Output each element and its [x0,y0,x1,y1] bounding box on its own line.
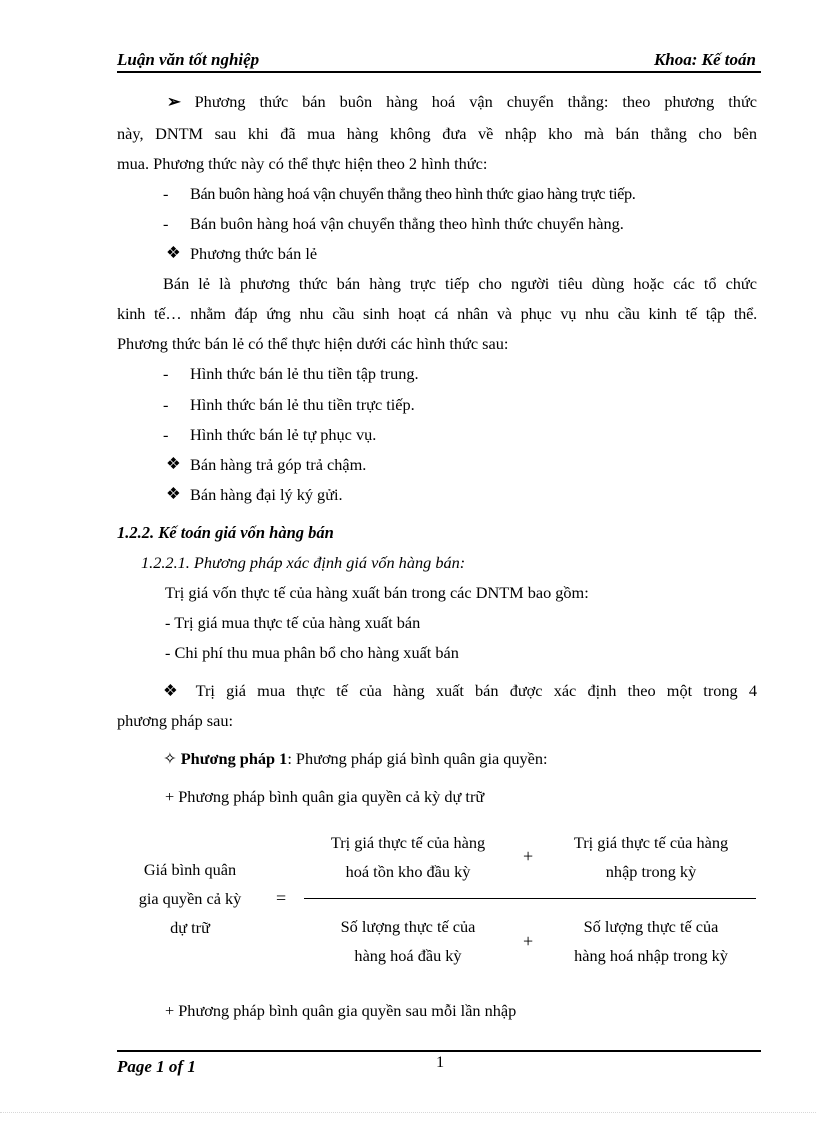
paragraph-1-line-1: ➢ Phương thức bán buôn hàng hoá vận chuyển thẳng: theo phương thức [167,92,757,111]
retail-item-centralized: Hình thức bán lẻ thu tiền tập trung. [190,364,419,383]
formula-numerator-b-line-2: nhập trong kỳ [605,862,697,881]
diamond-bullet-icon: ❖ [166,243,181,262]
cost-intro: Trị giá vốn thực tế của hàng xuất bán trong các DNTM bao gồm: [165,583,589,602]
formula-denominator-a-line-1: Số lượng thực tế của [340,917,476,936]
header-rule [117,71,761,73]
header-right-title: Khoa: Kế toán [653,50,756,69]
formula-lhs-line-3: dự trữ [170,918,210,937]
dash-bullet: - [163,364,169,383]
formula-plus-sign: + [523,846,534,866]
paragraph-1-line-3: mua. Phương thức này có thể thực hiện theo 2 hình thức: [117,154,488,173]
formula-equals-sign: = [276,888,287,908]
formula-denominator-b-line-2: hàng hoá nhập trong kỳ [574,946,728,965]
formula-numerator-a-line-2: hoá tồn kho đầu kỳ [345,862,471,881]
agency-sales: Bán hàng đại lý ký gửi. [190,485,343,504]
sub-method-after-each-receipt: + Phương pháp bình quân gia quyền sau mỗi lần nhập [165,1001,517,1020]
cost-item-purchasing-expense: - Chi phí thu mua phân bổ cho hàng xuất bán [165,643,459,662]
subsection-heading: 1.2.2.1. Phương pháp xác định giá vốn hàng bán: [141,553,466,572]
arrow-bullet-icon: ➢ [167,92,181,111]
list-item-direct-delivery: Bán buôn hàng hoá vận chuyển thẳng theo hình thức giao hàng trực tiếp. [190,184,636,203]
cost-item-purchase-value: - Trị giá mua thực tế của hàng xuất bán [165,613,421,632]
dash-bullet: - [163,214,169,233]
methods-line-2: phương pháp sau: [117,711,234,730]
method-1-line [163,749,548,769]
dash-bullet: - [163,395,169,414]
formula-lhs-line-1: Giá bình quân [143,860,237,879]
header-left-title: Luận văn tốt nghiệp [117,50,260,69]
retail-paragraph-line-3: Phương thức bán lẻ có thể thực hiện dưới các hình thức sau: [117,334,509,353]
formula-plus-sign: + [523,931,534,951]
page-bottom-divider [0,1112,816,1113]
dash-bullet: - [163,184,169,203]
installment-sales: Bán hàng trả góp trả chậm. [190,455,367,474]
paragraph-1-line-2: này, DNTM sau khi đã mua hàng không đưa về nhập kho mà bán thẳng cho bên [117,124,757,143]
formula-numerator-a-line-1: Trị giá thực tế của hàng [330,833,486,852]
retail-item-self-service: Hình thức bán lẻ tự phục vụ. [190,425,377,444]
section-heading: 1.2.2. Kế toán giá vốn hàng bán [117,523,334,542]
formula-lhs-line-2: gia quyền cả kỳ [138,889,242,908]
retail-paragraph-line-2: kinh tế… nhằm đáp ứng nhu cầu sinh hoạt cá nhân và phục vụ nhu cầu kinh tế tập thể. [117,304,757,323]
formula-fraction-bar [304,898,756,899]
dash-bullet: - [163,425,169,444]
formula-denominator-a-line-2: hàng hoá đầu kỳ [354,946,462,965]
methods-line-1: ❖ Trị giá mua thực tế của hàng xuất bán được xác định theo một trong 4 [163,681,757,700]
star-bullet-icon: ✧ [163,749,177,768]
formula-numerator-b-line-1: Trị giá thực tế của hàng [573,833,729,852]
retail-heading: Phương thức bán lẻ [190,244,318,263]
diamond-bullet-icon: ❖ [166,484,181,503]
diamond-bullet-icon: ❖ [163,681,185,700]
retail-item-direct: Hình thức bán lẻ thu tiền trực tiếp. [190,395,415,414]
formula-denominator-b-line-1: Số lượng thực tế của [583,917,719,936]
list-item-transfer: Bán buôn hàng hoá vận chuyển thẳng theo hình thức chuyển hàng. [190,214,624,233]
diamond-bullet-icon: ❖ [166,454,181,473]
retail-paragraph-line-1: Bán lẻ là phương thức bán hàng trực tiếp cho người tiêu dùng hoặc các tổ chức [163,274,757,293]
footer-page-number: 1 [436,1052,445,1071]
method-1-text: : Phương pháp giá bình quân gia quyền: [287,749,548,768]
footer-page-label: Page 1 of 1 [117,1057,196,1076]
sub-method-period-average: + Phương pháp bình quân gia quyền cả kỳ dự trữ [165,787,485,806]
method-1-label: Phương pháp 1 [180,749,288,768]
